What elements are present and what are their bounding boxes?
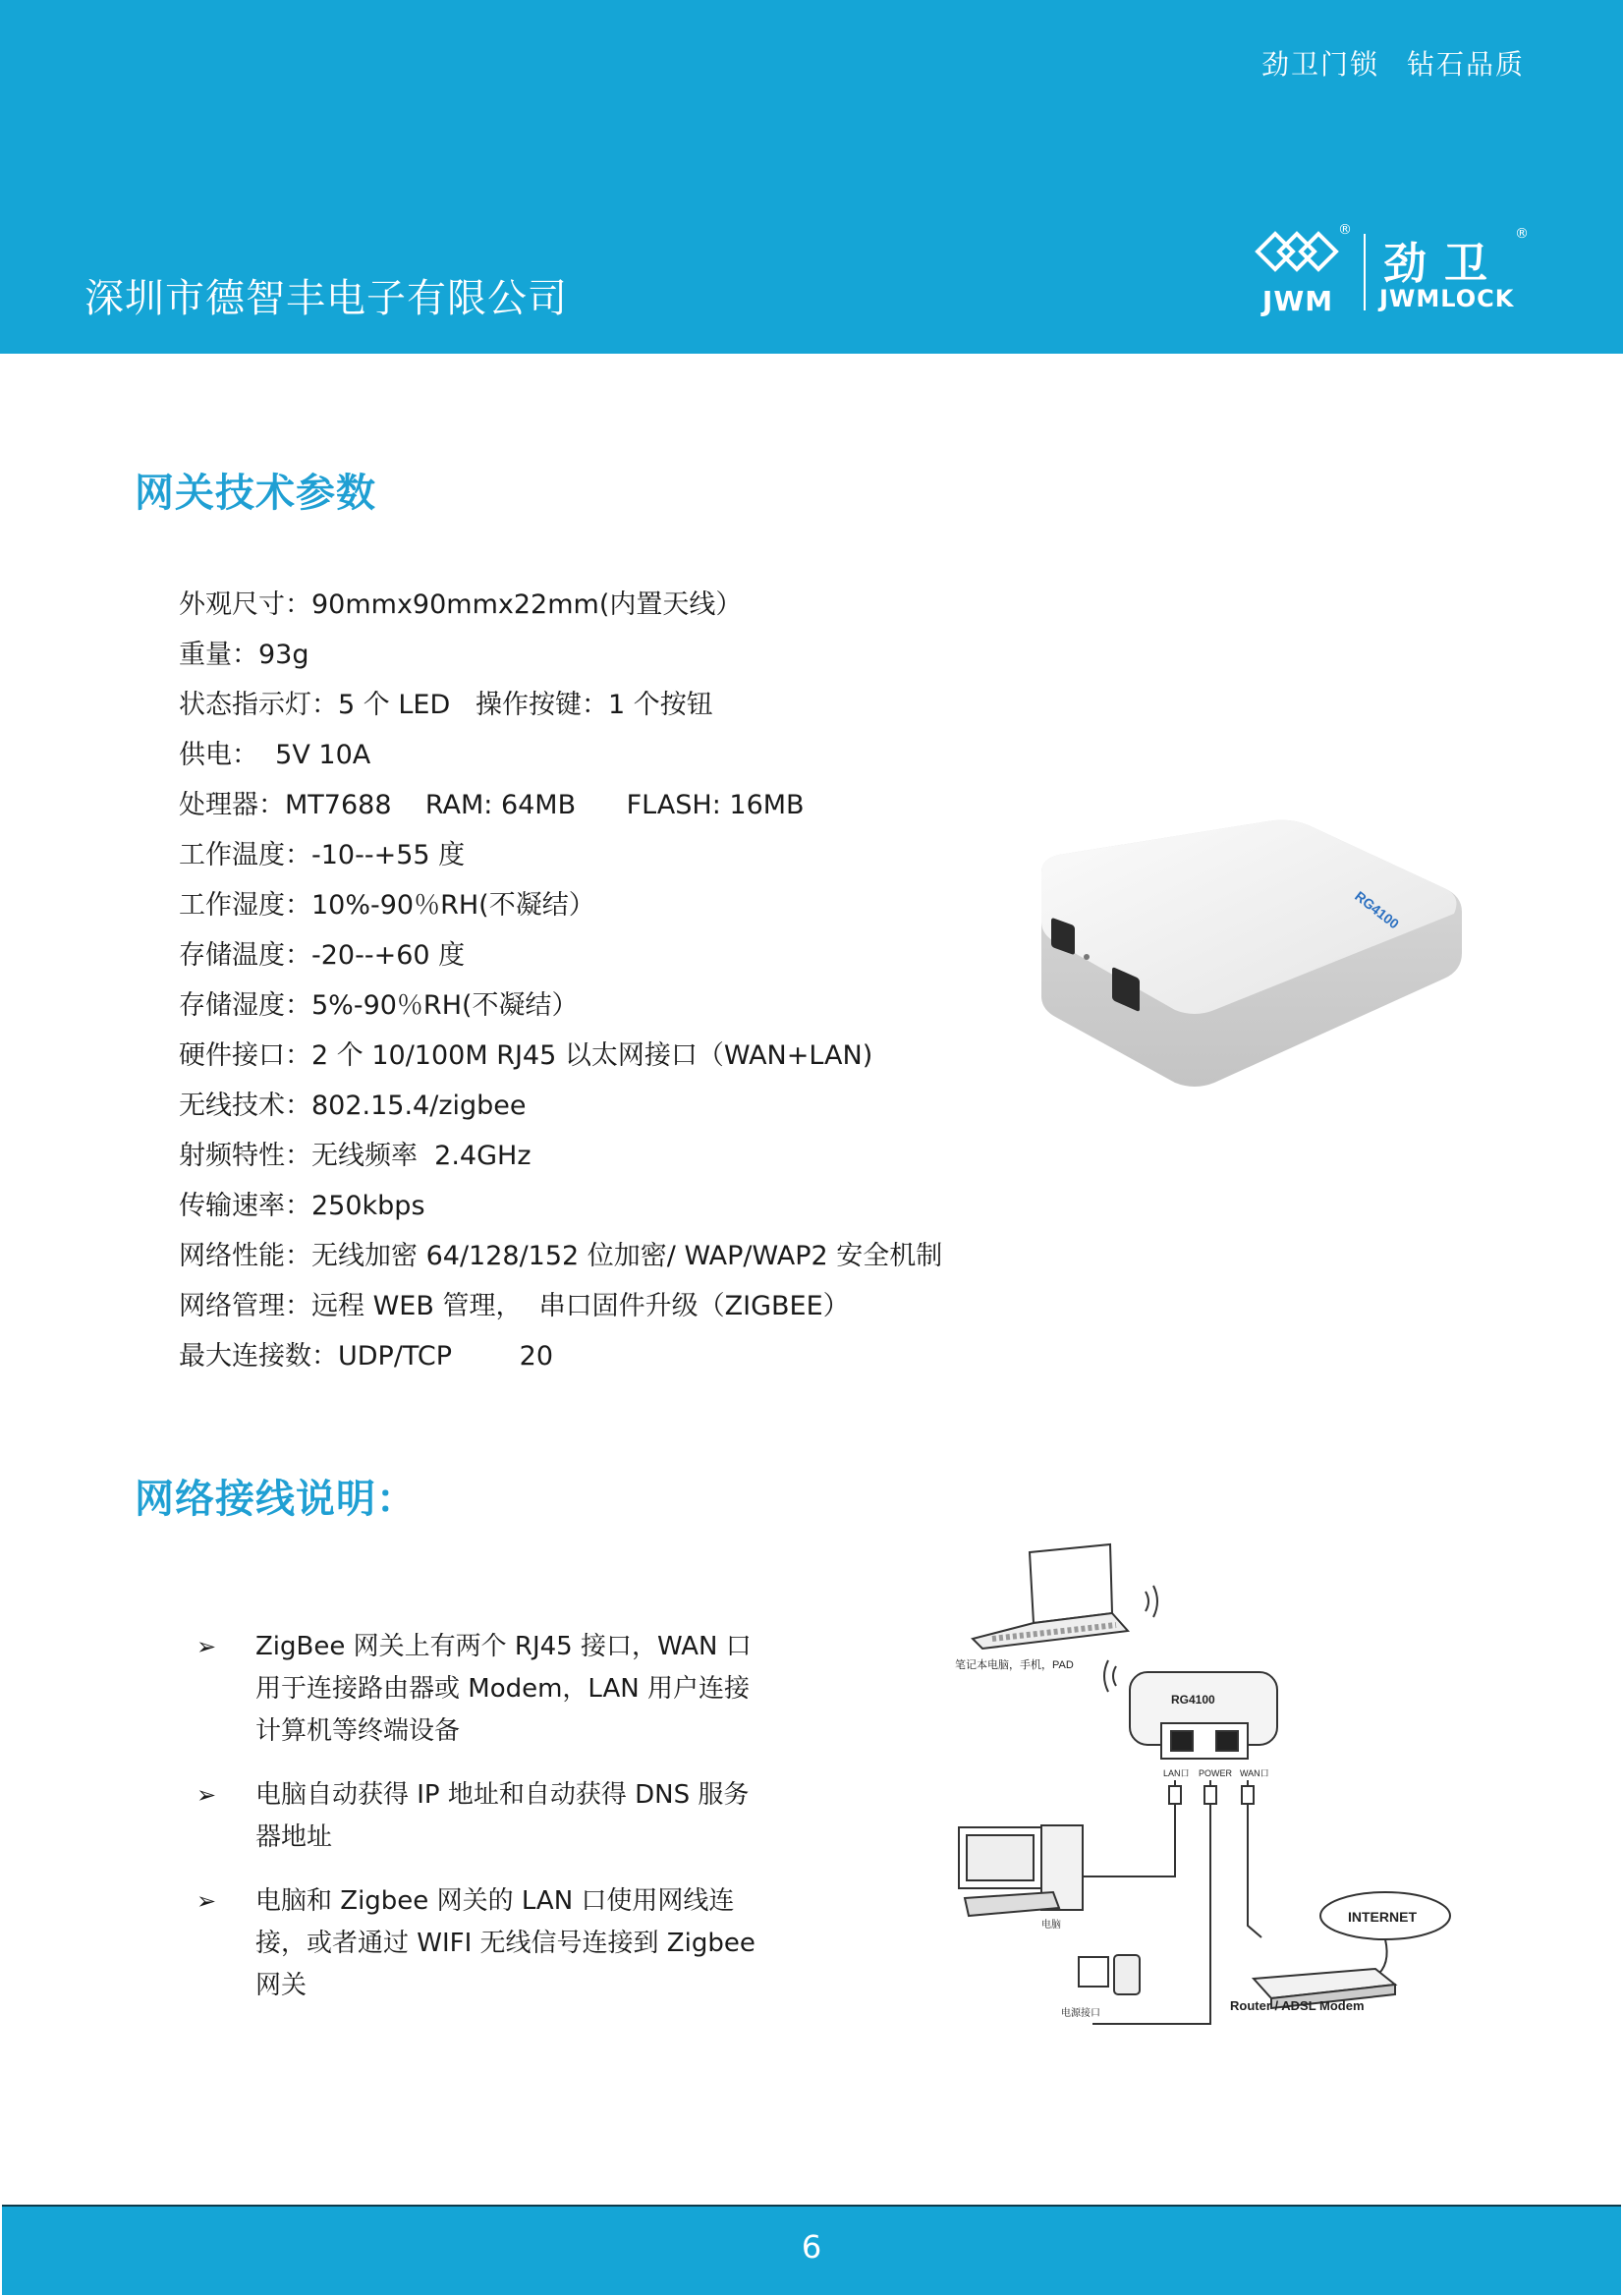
spec-item: 工作温度：-10--+55 度 [179, 840, 466, 870]
port-label-power: POWER [1199, 1768, 1233, 1778]
list-item [196, 1774, 766, 1859]
logo-reg-mark-2: ® [1515, 226, 1529, 242]
pc-label: 电脑 [1041, 1920, 1061, 1931]
slogan [1261, 43, 1525, 83]
gateway-label: RG4100 [1171, 1693, 1215, 1707]
spec-item: 重量：93g [179, 640, 309, 670]
spec-item: 外观尺寸：90mmx90mmx22mm(内置天线） [179, 589, 743, 620]
wiring-bullet-list [196, 1626, 766, 2029]
company-name: 深圳市德智丰电子有限公司 [84, 276, 568, 321]
spec-item: 供电： 5V 10A [179, 740, 371, 770]
desktop-computer-icon [959, 1825, 1083, 1916]
arrow-bullet-icon: ➢ [196, 1781, 217, 1809]
gateway-device-icon [1022, 806, 1474, 1100]
logo-jwm: JWM [1261, 285, 1334, 317]
page-number: 6 [801, 2228, 822, 2266]
arrow-bullet-icon: ➢ [196, 1633, 217, 1660]
gateway-icon [1130, 1672, 1277, 1759]
spec-item: 最大连接数：UDP/TCP 20 [179, 1341, 553, 1372]
spec-item: 网络管理：远程 WEB 管理， 串口固件升级（ZIGBEE） [179, 1291, 850, 1321]
wiring-diagram [943, 1533, 1474, 2044]
list-item [196, 1626, 766, 1753]
port-label-wan: WAN口 [1240, 1768, 1269, 1778]
bullet-text: ZigBee 网关上有两个 RJ45 接口，WAN 口用于连接路由器或 Modem，LAN 用户连接计算机等终端设备 [255, 1632, 752, 1746]
spec-item: 网络性能：无线加密 64/128/152 位加密/ WAP/WAP2 安全机制 [179, 1241, 943, 1271]
wiring-title: 网络接线说明： [135, 1477, 417, 1522]
internet-label: INTERNET [1348, 1909, 1417, 1925]
power-label: 电源接口 [1061, 2008, 1100, 2019]
spec-item: 存储温度：-20--+60 度 [179, 940, 466, 971]
spec-item: 状态指示灯：5 个 LED 操作按键：1 个按钮 [179, 690, 713, 720]
brand-logo [1254, 222, 1529, 317]
specs-title: 网关技术参数 [135, 471, 376, 516]
diamond-logo-icon [1250, 222, 1348, 281]
footer-bar [2, 2205, 1621, 2295]
spec-list [179, 580, 942, 1381]
arrow-bullet-icon: ➢ [196, 1887, 217, 1915]
slogan-part-2: 钻石品质 [1406, 48, 1525, 81]
spec-item: 存储湿度：5%-90％RH(不凝结） [179, 990, 579, 1021]
bullet-text: 电脑和 Zigbee 网关的 LAN 口使用网线连接，或者通过 WIFI 无线信号连接到 Zigbee 网关 [255, 1886, 756, 2000]
port-label-lan: LAN口 [1163, 1768, 1190, 1778]
spec-item: 处理器：MT7688 RAM: 64MB FLASH: 16MB [179, 790, 805, 820]
logo-reg-mark: ® [1338, 222, 1352, 238]
bullet-text: 电脑自动获得 IP 地址和自动获得 DNS 服务器地址 [255, 1780, 750, 1852]
slogan-part-1: 劲卫门锁 [1260, 48, 1379, 81]
list-item [196, 1880, 766, 2007]
laptop-icon [973, 1544, 1128, 1649]
spec-item: 硬件接口：2 个 10/100M RJ45 以太网接口（WAN+LAN) [179, 1040, 873, 1071]
spec-item: 传输速率：250kbps [179, 1191, 425, 1221]
spec-item: 无线技术：802.15.4/zigbee [179, 1091, 527, 1121]
spec-item: 工作湿度：10%-90％RH(不凝结） [179, 890, 595, 921]
laptop-label: 笔记本电脑，手机，PAD [955, 1659, 1074, 1671]
power-adapter-icon [1079, 1955, 1140, 1994]
header-banner [0, 0, 1623, 354]
router-label: Router / ADSL Modem [1230, 1998, 1365, 2013]
spec-item: 射频特性：无线频率 2.4GHz [179, 1141, 532, 1171]
svg-text:RG4100: RG4100 [1352, 887, 1403, 932]
logo-chinese: 劲卫 [1383, 239, 1505, 289]
logo-english: JWMLOCK [1379, 285, 1515, 312]
logo-divider [1364, 234, 1366, 310]
